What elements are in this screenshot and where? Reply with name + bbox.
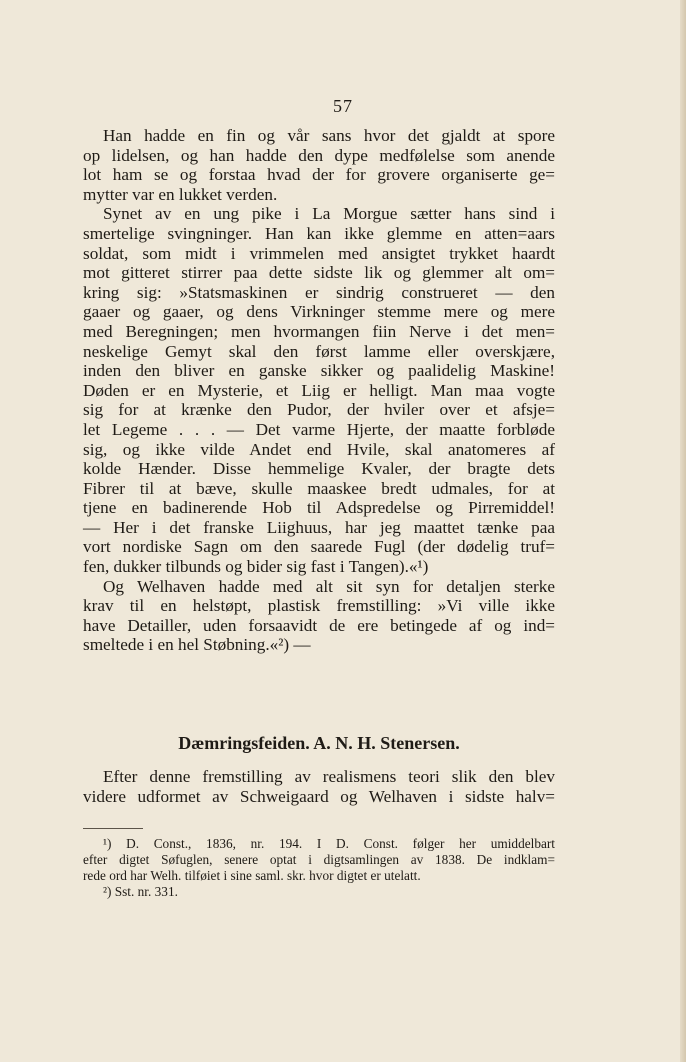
body-lines-line: kolde Hænder. Disse hemmelige Kvaler, der bragte dets [83, 459, 555, 479]
body-lines-line: mot gitteret stirrer paa dette sidste lik og glemmer alt om= [83, 263, 555, 283]
body-lines-line: gaaer og gaaer, og dens Virkninger stemme mere og mere [83, 302, 555, 322]
footnote-divider [83, 828, 143, 829]
footnotes [83, 836, 555, 900]
body-lines-line: mytter var en lukket verden. [83, 184, 278, 204]
after-lines-line: videre udformet av Schweigaard og Welhaven i sidste halv= [83, 786, 555, 806]
body-lines-line: kring sig: »Statsmaskinen er sindrig construeret — den [83, 282, 555, 302]
footnotes-line: ²) Sst. nr. 331. [103, 884, 178, 899]
body-lines-line: Fibrer til at bæve, skulle maaskee bredt udmales, for at [83, 478, 555, 498]
body-text-continued [83, 767, 555, 806]
footnotes-line: ¹) D. Const., 1836, nr. 194. I D. Const. følger her umiddelbart [103, 836, 555, 851]
body-lines-line: tjene en badinerende Hob til Adspredelse og Pirremiddel! [83, 498, 555, 518]
body-lines-line: have Detailler, uden forsaavidt de ere betingede af og ind= [83, 615, 555, 635]
body-lines-line: — Her i det franske Liighuus, har jeg maattet tænke paa [83, 517, 555, 537]
body-lines-line: med Beregningen; men hvormangen fiin Nerve i det men= [83, 321, 555, 341]
body-lines-line: Han hadde en fin og vår sans hvor det gjaldt at spore [103, 126, 555, 145]
body-lines-line: smertelige svingninger. Han kan ikke glemme en atten=aars [83, 223, 555, 243]
body-lines-line: fen, dukker tilbunds og bider sig fast i Tangen).«¹) [83, 557, 429, 577]
section-heading: Dæmringsfeiden. A. N. H. Stenersen. [178, 733, 460, 753]
body-text [83, 126, 555, 655]
body-lines-line: Og Welhaven hadde med alt sit syn for detaljen sterke [103, 576, 555, 596]
body-lines-line: Døden er en Mysterie, et Liig er helligt. Man maa vogte [83, 380, 555, 400]
footnotes-line: rede ord har Welh. tilføiet i sine saml. skr. hvor digtet er utelatt. [83, 868, 421, 883]
body-lines-line: Synet av en ung pike i La Morgue sætter hans sind i [103, 204, 555, 224]
body-lines-line: lot ham se og forstaa hvad der for grovere organiserte ge= [83, 165, 555, 185]
body-lines-line: soldat, som midt i vrimmelen med ansigtet trykket haardt [83, 243, 555, 263]
body-lines-line: inden den bliver en ganske sikker og paalidelig Maskine! [83, 361, 555, 381]
body-lines-line: sig, og ikke vilde Andet end Hvile, skal anatomeres af [83, 439, 555, 459]
after-lines-line: Efter denne fremstilling av realismens teori slik den blev [103, 767, 555, 786]
page-edge [680, 0, 686, 1062]
body-lines-line: sig for at krænke den Pudor, der hviler over et afsje= [83, 400, 555, 420]
body-lines-line: neskelige Gemyt skal den først lamme eller overskjære, [83, 341, 555, 361]
body-lines-line: let Legeme . . . — Det varme Hjerte, der maatte forbløde [83, 419, 555, 439]
footnotes-line: efter digtet Søfuglen, senere optat i digtsamlingen av 1838. De indklam= [83, 852, 555, 867]
body-lines-line: krav til en helstøpt, plastisk fremstilling: »Vi ville ikke [83, 596, 555, 616]
body-lines-line: op lidelsen, og han hadde den dype medfølelse som anende [83, 145, 555, 165]
body-lines-line: smeltede i en hel Støbning.«²) — [83, 635, 311, 655]
page-number: 57 [333, 96, 353, 116]
body-lines-line: vort nordiske Sagn om den saarede Fugl (der dødelig truf= [83, 537, 555, 557]
